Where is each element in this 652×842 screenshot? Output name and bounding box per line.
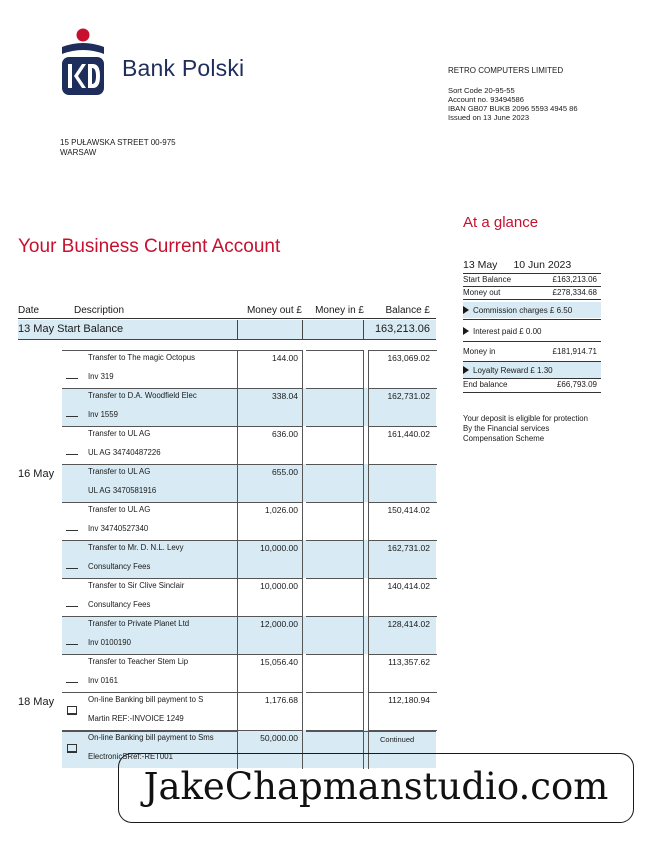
row-reference: Inv 1559 [88, 410, 118, 419]
row-divider [62, 692, 237, 693]
bill-payment-icon [67, 744, 77, 753]
row-description: Transfer to Private Planet Ltd [88, 619, 190, 628]
row-balance: 112,180.94 [388, 695, 430, 705]
watermark-text: JakeChapmanstudio.com [118, 753, 634, 823]
row-reference: Martin REF:-INVOICE 1249 [88, 714, 184, 723]
row-reference: UL AG 34740487226 [88, 448, 161, 457]
glance-commission [463, 306, 572, 315]
table-bottom-rule-right [306, 731, 436, 732]
row-divider [62, 578, 237, 579]
account-details [448, 86, 578, 122]
glance-commission-text: Commission charges £ 6.50 [473, 306, 573, 315]
row-divider [62, 654, 237, 655]
table-row [0, 616, 652, 654]
glance-divider [463, 299, 601, 300]
glance-money-out-value: £278,334.68 [552, 288, 597, 297]
header-money-out: Money out £ [246, 305, 302, 316]
triangle-bullet-icon [463, 366, 469, 374]
dash-marker-icon [66, 568, 78, 569]
row-divider [62, 388, 237, 389]
glance-money-out-label: Money out [463, 288, 501, 297]
bill-payment-icon [67, 706, 77, 715]
start-balance-out-cell [237, 320, 303, 339]
glance-end-balance-value: £66,793.09 [556, 380, 597, 389]
bank-address [60, 138, 176, 158]
table-row [0, 540, 652, 578]
dash-marker-icon [66, 454, 78, 455]
protection-note [463, 414, 588, 444]
table-bottom-rule [62, 731, 237, 732]
header-date: Date [18, 305, 40, 316]
row-reference: Inv 319 [88, 372, 114, 381]
row-reference: Consultancy Fees [88, 562, 151, 571]
row-divider [62, 350, 237, 351]
account-number: Account no. 93494586 [448, 95, 525, 104]
row-reference: Inv 34740527340 [88, 524, 149, 533]
glance-divider [463, 286, 601, 287]
row-reference: Consultancy Fees [88, 600, 151, 609]
row-description: Transfer to Mr. D. N.L. Levy [88, 543, 184, 552]
money-in-cell [306, 464, 364, 503]
dash-marker-icon [66, 644, 78, 645]
protection-note-line1: Your deposit is eligible for protection [463, 414, 588, 423]
row-money-out: 1,026.00 [264, 505, 298, 515]
row-divider [62, 426, 237, 427]
row-description: Transfer to UL AG [88, 505, 151, 514]
statement-title: Your Business Current Account [18, 236, 281, 257]
money-in-cell [306, 350, 364, 389]
row-money-out: 655.00 [272, 467, 298, 477]
money-in-cell [306, 540, 364, 579]
row-money-out: 338.04 [272, 391, 298, 401]
row-balance: 162,731.02 [387, 391, 430, 401]
row-reference: Inv 0100190 [88, 638, 131, 647]
row-description: Transfer to Sir Clive Sinclair [88, 581, 185, 590]
table-row [0, 502, 652, 540]
money-in-cell [306, 426, 364, 465]
dash-marker-icon [66, 682, 78, 683]
row-description: Transfer to D.A. Woodfield Elec [88, 391, 197, 400]
issued-date: Issued on 13 June 2023 [448, 113, 530, 122]
row-reference: UL AG 3470581916 [88, 486, 157, 495]
table-row [0, 692, 652, 730]
money-in-cell [306, 502, 364, 541]
glance-loyalty [463, 366, 553, 375]
row-money-out: 50,000.00 [260, 733, 298, 743]
glance-end-balance-label: End balance [463, 380, 508, 389]
start-balance-amount: 163,213.06 [374, 323, 430, 335]
bank-name: Bank Polski [122, 55, 245, 81]
bank-logo-icon [55, 27, 111, 97]
glance-divider [463, 341, 601, 342]
balance-cell [368, 464, 437, 503]
header-description: Description [74, 305, 125, 316]
row-money-out: 15,056.40 [260, 657, 298, 667]
glance-period [463, 259, 571, 271]
glance-loyalty-text: Loyalty Reward £ 1.30 [473, 366, 553, 375]
triangle-bullet-icon [463, 306, 469, 314]
glance-date-to: 10 Jun 2023 [513, 259, 572, 271]
glance-interest-text: Interest paid £ 0.00 [473, 327, 542, 336]
glance-divider [463, 273, 601, 274]
money-in-cell [306, 578, 364, 617]
glance-title: At a glance [463, 214, 539, 231]
glance-start-balance-label: Start Balance [463, 275, 512, 284]
row-money-out: 10,000.00 [260, 543, 298, 553]
row-description: Transfer to UL AG [88, 429, 151, 438]
dash-marker-icon [66, 378, 78, 379]
row-money-out: 10,000.00 [260, 581, 298, 591]
row-description: On-line Banking bill payment to Sms [88, 733, 214, 742]
money-in-cell [306, 692, 364, 731]
row-money-out: 636.00 [272, 429, 298, 439]
money-in-cell [306, 616, 364, 655]
start-balance-in-cell [306, 320, 364, 339]
row-balance: 150,414.02 [387, 505, 430, 515]
row-balance: 161,440.02 [387, 429, 430, 439]
money-in-cell [306, 654, 364, 693]
glance-interest [463, 327, 542, 336]
dash-marker-icon [66, 416, 78, 417]
dash-marker-icon [66, 606, 78, 607]
row-description: On-line Banking bill payment to S [88, 695, 204, 704]
row-money-out: 12,000.00 [260, 619, 298, 629]
row-money-out: 1,176.68 [264, 695, 298, 705]
iban: IBAN GB07 BUKB 2096 5593 4945 86 [448, 104, 578, 113]
triangle-bullet-icon [463, 327, 469, 335]
table-row [0, 654, 652, 692]
row-description: Transfer to Teacher Stem Lip [88, 657, 189, 666]
glance-start-balance-value: £163,213.06 [552, 275, 597, 284]
glance-money-in-label: Money in [463, 347, 496, 356]
header-divider [18, 318, 436, 319]
row-divider [62, 616, 237, 617]
row-description: Transfer to The magic Octopus [88, 353, 196, 362]
row-balance: 163,069.02 [387, 353, 430, 363]
glance-divider [463, 378, 601, 379]
table-row [0, 578, 652, 616]
company-name: RETRO COMPUTERS LIMITED [448, 66, 564, 75]
row-balance: 140,414.02 [387, 581, 430, 591]
row-date: 16 May [18, 468, 55, 480]
bank-address-line2: WARSAW [60, 148, 97, 157]
header-balance: Balance £ [385, 305, 430, 316]
glance-divider [463, 392, 601, 393]
row-divider [62, 540, 237, 541]
row-divider [62, 464, 237, 465]
row-balance: 162,731.02 [387, 543, 430, 553]
sort-code: Sort Code 20-95-55 [448, 86, 515, 95]
row-reference: ElectronicSRef:-RET001 [88, 752, 173, 761]
bank-address-line1: 15 PUŁAWSKA STREET 00-975 [60, 138, 176, 147]
row-date: 18 May [18, 696, 55, 708]
glance-money-in-value: £181,914.71 [552, 347, 597, 356]
row-money-out: 144.00 [272, 353, 298, 363]
glance-date-from: 13 May [463, 259, 498, 271]
row-divider [62, 502, 237, 503]
table-row [0, 464, 652, 502]
row-description: Transfer to UL AG [88, 467, 151, 476]
protection-note-line2: By the Financial services [463, 424, 550, 433]
money-in-cell [306, 388, 364, 427]
row-reference: Inv 0161 [88, 676, 118, 685]
glance-divider [463, 319, 601, 320]
header-money-in: Money in £ [315, 305, 364, 316]
continued-label: Continued [380, 735, 415, 744]
row-balance: 113,357.62 [388, 657, 430, 667]
row-balance: 128,414.02 [387, 619, 430, 629]
protection-note-line3: Compensation Scheme [463, 434, 545, 443]
start-balance-label: 13 May Start Balance [18, 323, 124, 335]
dash-marker-icon [66, 530, 78, 531]
